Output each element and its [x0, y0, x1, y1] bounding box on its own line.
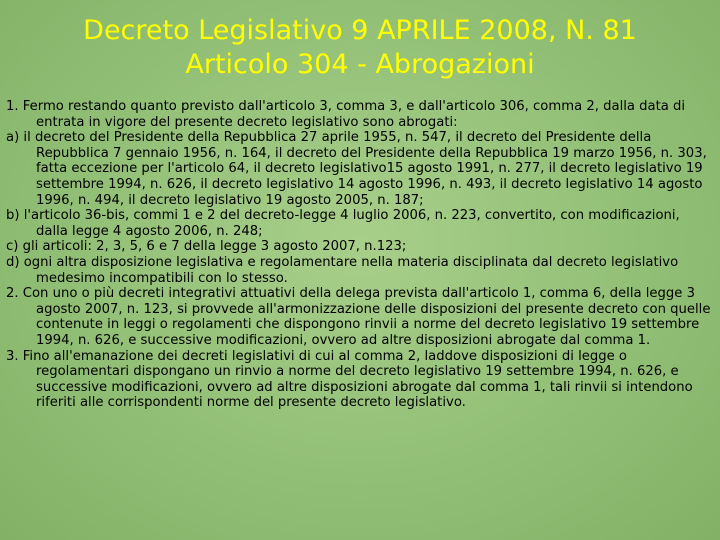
paragraph-3: 3. Fino all'emanazione dei decreti legislativi di cui al comma 2, laddove disposizioni di legge o regolamentari dispongano un rinvio a norme del decreto legislativo 19 settembre 1994, n. 626, e successive modificazioni, ovvero ad altre disposizioni abrogate dal comma 1, tali rinvii si intendono riferiti alle corrispondenti norme del presente decreto legislativo. [6, 348, 693, 411]
item-d: d) ogni altra disposizione legislativa e regolamentare nella materia disciplinata dal decreto legislativo medesimo incompatibili con lo stesso. [6, 254, 679, 286]
item-a: a) il decreto del Presidente della Repubblica 27 aprile 1955, n. 547, il decreto del Presidente della Repubblica 7 gennaio 1956, n. 164, il decreto del Presidente della Repubblica 19 marzo 1956, n. 303, fatta eccezione per l'articolo 64, il decreto legislativo15 agosto 1991, n. 277, il decreto legislativo 19 settembre 1994, n. 626, il decreto legislativo 14 agosto 1996, n. 493, il decreto legislativo 14 agosto 1996, n. 494, il decreto legislativo 19 agosto 2005, n. 187; [6, 130, 707, 208]
item-b: b) l'articolo 36-bis, commi 1 e 2 del decreto-legge 4 luglio 2006, n. 223, convertito, con modificazioni, dalla legge 4 agosto 2006, n. 248; [6, 208, 680, 239]
paragraph-2: 2. Con uno o più decreti integrativi attuativi della delega prevista dall'articolo 1, comma 6, della legge 3 agosto 2007, n. 123, si provvede all'armonizzazione delle disposizioni del presente decreto con quelle contenute in leggi o regolamenti che dispongono rinvii a norme del decreto legislativo 19 settembre 1994, n. 626, e successive modificazioni, ovvero ad altre disposizioni abrogate dal comma 1. [6, 286, 711, 348]
slide-body [6, 99, 714, 411]
title-line-1: Decreto Legislativo 9 APRILE 2008, N. 81 [83, 15, 637, 46]
item-c: c) gli articoli: 2, 3, 5, 6 e 7 della legge 3 agosto 2007, n.123; [6, 239, 407, 255]
slide-title [0, 14, 720, 82]
paragraph-1: 1. Fermo restando quanto previsto dall'articolo 3, comma 3, e dall'articolo 306, comma 2, dalla data di entrata in vigore del presente decreto legislativo sono abrogati: [6, 99, 686, 130]
title-line-2: Articolo 304 - Abrogazioni [185, 49, 535, 80]
